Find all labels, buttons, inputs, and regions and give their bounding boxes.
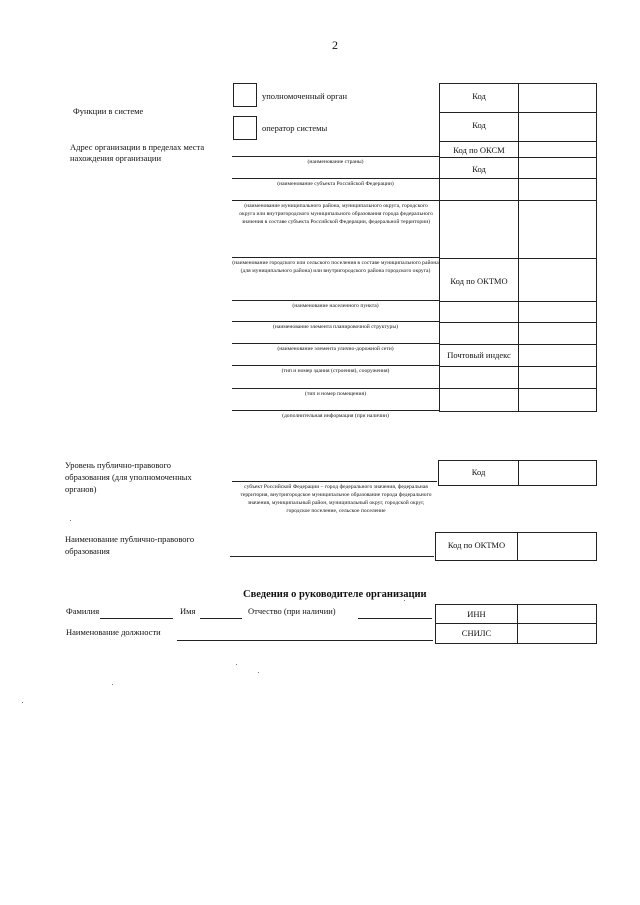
street-caption: (наименование элемента улично-дорожной сети) [277,346,394,352]
settlement-field[interactable] [232,257,439,258]
page-number: 2 [332,38,338,52]
municipal-field[interactable] [232,200,439,201]
entity-oktmo-label: Код по ОКТМО [447,540,506,550]
snils-label: СНИЛС [461,628,492,638]
planning-caption: (наименование элемента планировочной структуры) [273,324,398,330]
locality-field[interactable] [232,300,439,301]
code-label-2: Код [472,120,486,130]
postal-code-label: Почтовый индекс [447,350,511,360]
address-label-line1: Адрес организации в пределах места [70,142,205,152]
oktmo-code-value[interactable] [519,259,596,301]
inn-value[interactable] [518,605,595,623]
room-field[interactable] [232,388,439,389]
authority-checkbox[interactable] [233,83,257,107]
country-caption: (наименование страны) [307,159,364,165]
level-label-line2: образования (для уполномоченных [65,472,192,482]
municipal-caption: (наименование муниципального района, муниципального округа, городского округа или внутригородского муниципального образования города федерального значения в составе субъекта Российской Федерации, федеральной территории) [239,203,433,226]
snils-value[interactable] [518,624,595,642]
room-caption: (тип и номер помещения) [305,391,366,397]
settlement-caption: (наименование городского или сельского поселения в составе муниципального района (для муниципального района) или внутригородского района городского округа) [232,260,439,275]
operator-option-label: оператор системы [262,123,328,133]
level-code-label: Код [471,467,486,477]
postal-code-value[interactable] [519,345,596,366]
level-label-line3: органов) [65,484,97,494]
code-label-3: Код [472,164,486,174]
authority-code-value[interactable] [519,84,596,112]
entity-oktmo-value[interactable] [518,533,595,559]
name-field[interactable] [200,618,242,619]
position-field[interactable] [177,640,433,641]
building-caption: (тип и номер здания (строения), сооружения) [281,368,390,374]
entity-name-field[interactable] [230,556,434,557]
oksm-code-label: Код по ОКСМ [453,145,505,155]
patronymic-field[interactable] [358,618,432,619]
level-field[interactable] [232,481,437,482]
surname-field[interactable] [100,618,173,619]
functions-label: Функции в системе [73,106,144,116]
planning-field[interactable] [232,321,439,322]
locality-caption: (наименование населенного пункта) [292,303,379,309]
patronymic-label: Отчество (при наличии) [248,606,336,616]
entity-label-line2: образования [65,546,110,556]
oktmo-code-label: Код по ОКТМО [450,276,508,286]
authority-option-label: уполномоченный орган [262,91,348,101]
level-code-value[interactable] [519,461,595,484]
address-label-line2: нахождения организации [70,153,162,163]
surname-label: Фамилия [66,606,100,616]
oksm-code-value[interactable] [519,142,596,157]
building-field[interactable] [232,365,439,366]
position-label: Наименование должности [66,627,161,637]
level-label-line1: Уровень публично-правового [65,460,172,470]
name-label: Имя [180,606,196,616]
subject-field[interactable] [232,178,439,179]
operator-checkbox[interactable] [233,116,257,140]
operator-code-value[interactable] [519,113,596,141]
code-label-1: Код [472,91,486,101]
entity-label-line1: Наименование публично-правового [65,534,195,544]
additional-caption: (дополнительная информация (при наличии) [282,413,389,419]
inn-label: ИНН [467,609,486,619]
country-field[interactable] [232,156,439,157]
additional-field[interactable] [232,410,439,411]
subject-caption: (наименование субъекта Российской Федерации) [277,181,394,187]
head-section-title: Сведения о руководителе организации [243,589,427,600]
level-caption: субъект Российской Федерации – город федерального значения, федеральная территория, внутригородское муниципальное образование города федерального значения, муниципальный район, муниципальный округ, городской округ, городское поселение, сельское поселение [240,484,432,515]
street-field[interactable] [232,343,439,344]
